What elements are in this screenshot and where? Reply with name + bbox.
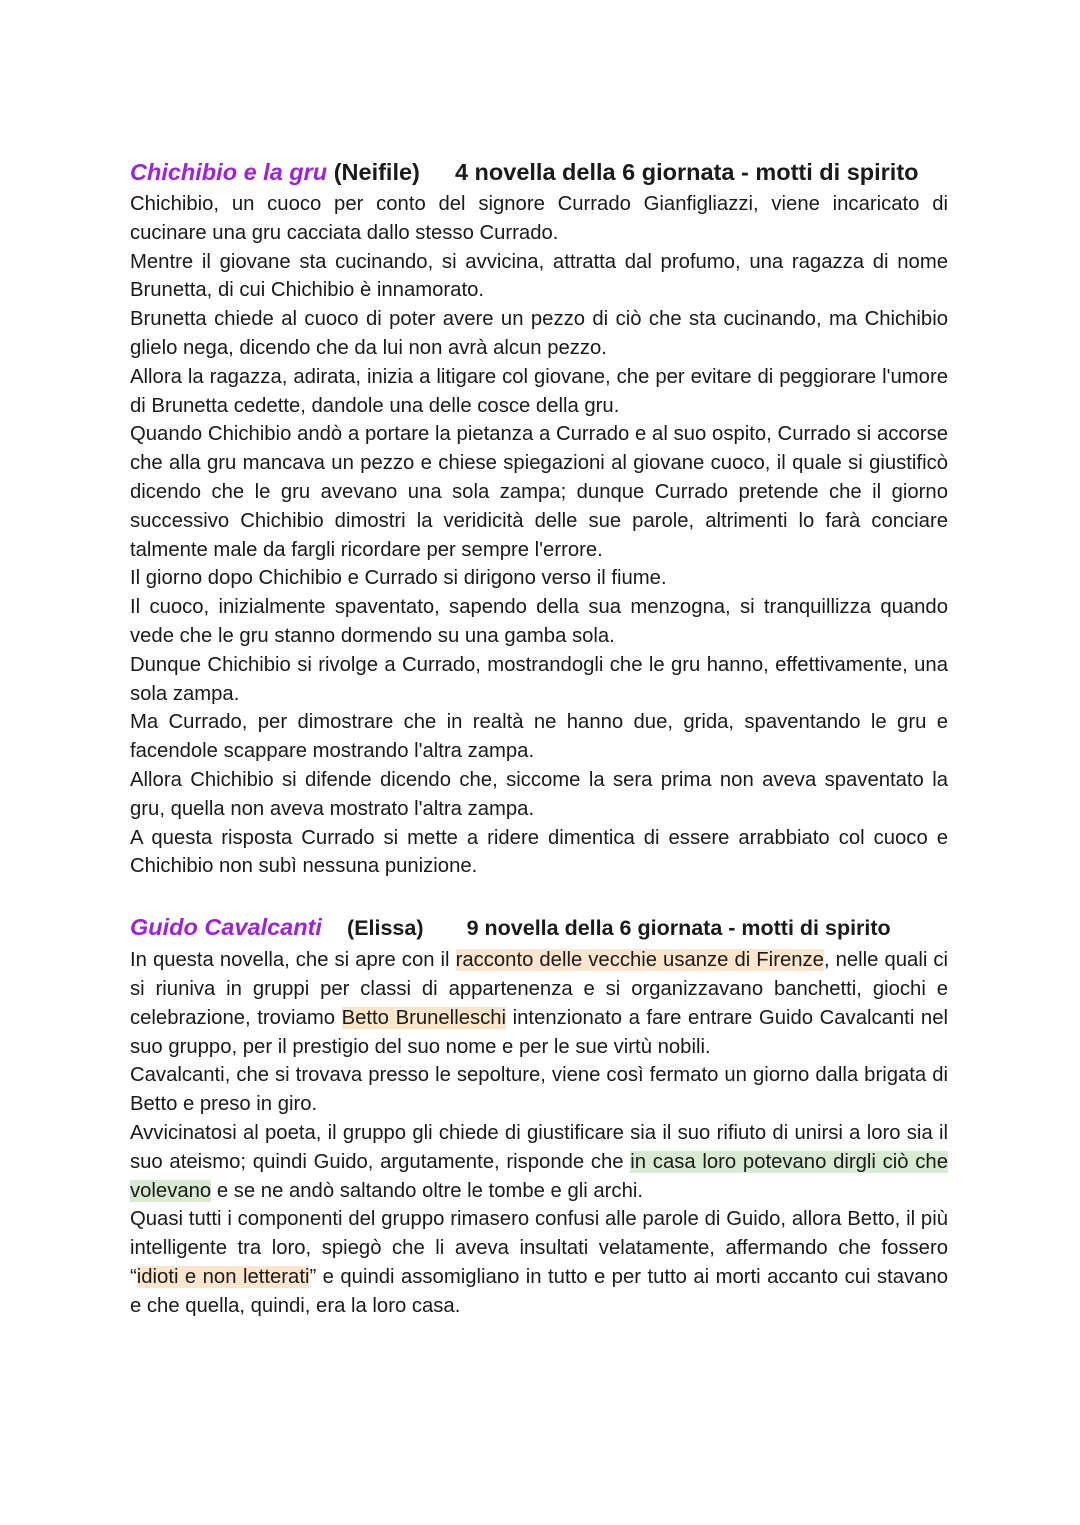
novella-title: Guido Cavalcanti [130, 914, 322, 941]
paragraph-text: In questa novella, che si apre con il [130, 949, 456, 972]
paragraph-text: Quasi tutti i componenti del gruppo rimasero confusi alle parole di Guido, allora Betto, il più intelligente tra loro, spiegò che li aveva insultati velatamente, affermando che fossero “ [130, 1208, 948, 1288]
paragraph: Allora la ragazza, adirata, inizia a litigare col giovane, che per evitare di peggiorare l'umore di Brunetta cedette, dandole una delle cosce della gru. [130, 365, 948, 417]
paragraph: Quando Chichibio andò a portare la pietanza a Currado e al suo ospito, Currado si accorse che alla gru mancava un pezzo e chiese spiegazioni al giovane cuoco, il quale si giustificò dicendo che le gru avevano una sola zampa; dunque Currado pretende che il giorno successivo Chichibio dimostri la veridicità delle sue parole, altrimenti lo farà conciare talmente male da fargli ricordare per sempre l'errore. [130, 423, 948, 561]
paragraph: Chichibio, un cuoco per conto del signore Currado Gianfigliazzi, viene incaricato di cucinare una gru cacciata dallo stesso Currado. [130, 193, 948, 244]
novella-section-chichibio [130, 154, 948, 881]
paragraph: Cavalcanti, che si trovava presso le sepolture, viene così fermato un giorno dalla brigata di Betto e preso in giro. [130, 1064, 948, 1116]
section-heading [130, 154, 948, 190]
paragraph [130, 1205, 948, 1320]
novella-section-guido-cavalcanti [130, 909, 948, 1320]
section-heading [130, 909, 948, 946]
highlighted-text: racconto delle vecchie usanze di Firenze [455, 949, 824, 972]
paragraph [130, 946, 948, 1061]
paragraph: Allora Chichibio si difende dicendo che, siccome la sera prima non aveva spaventato la gru, quella non aveva mostrato l'altra zampa. [130, 768, 948, 820]
paragraph-text: Avvicinatosi al poeta, il gruppo gli chiede di giustificare sia il suo rifiuto di unirsi a loro sia il suo ateismo; quindi Guido, argutamente, risponde che [130, 1121, 948, 1173]
paragraph-text: e se ne andò saltando oltre le tombe e gli archi. [211, 1179, 643, 1202]
paragraph: A questa risposta Currado si mette a ridere dimentica di essere arrabbiato col cuoco e Chichibio non subì nessuna punizione. [130, 826, 948, 878]
document-page [130, 154, 948, 1320]
highlighted-text: Betto Brunelleschi [341, 1006, 507, 1029]
paragraph: Dunque Chichibio si rivolge a Currado, mostrandogli che le gru hanno, effettivamente, una sola zampa. [130, 653, 948, 705]
narrator-label: (Neifile) [333, 159, 420, 185]
paragraph: Il cuoco, inizialmente spaventato, sapendo della sua menzogna, si tranquillizza quando vede che le gru stanno dormendo su una gamba sola. [130, 596, 948, 647]
paragraph-text: ” e quindi assomigliano in tutto e per tutto ai morti accanto cui stavano e che quella, quindi, era la loro casa. [130, 1265, 949, 1317]
highlighted-text: idioti e non letterati [136, 1265, 310, 1288]
paragraph: Ma Currado, per dimostrare che in realtà ne hanno due, grida, spaventando le gru e facendole scappare mostrando l'altra zampa. [130, 711, 948, 763]
novella-meta: 9 novella della 6 giornata - motti di spirito [466, 916, 891, 941]
novella-title: Chichibio e la gru [130, 159, 328, 185]
paragraph: Il giorno dopo Chichibio e Currado si dirigono verso il fiume. [130, 567, 667, 590]
paragraph-text: , nelle quali ci si riuniva in gruppi per classi di appartenenza e si organizzavano banchetti, giochi e celebrazione, troviamo [130, 949, 948, 1029]
paragraph [130, 1119, 948, 1205]
highlighted-text: in casa loro potevano dirgli ciò che volevano [130, 1150, 948, 1202]
paragraph: Mentre il giovane sta cucinando, si avvicina, attratta dal profumo, una ragazza di nome Brunetta, di cui Chichibio è innamorato. [130, 250, 948, 302]
paragraph: Brunetta chiede al cuoco di poter avere un pezzo di ciò che sta cucinando, ma Chichibio glielo nega, dicendo che da lui non avrà alcun pezzo. [130, 308, 948, 359]
paragraph-text: intenzionato a fare entrare Guido Cavalcanti nel suo gruppo, per il prestigio del suo nome e per le sue virtù nobili. [130, 1006, 948, 1058]
novella-meta: 4 novella della 6 giornata - motti di spirito [454, 159, 919, 185]
narrator-label: (Elissa) [347, 916, 424, 941]
